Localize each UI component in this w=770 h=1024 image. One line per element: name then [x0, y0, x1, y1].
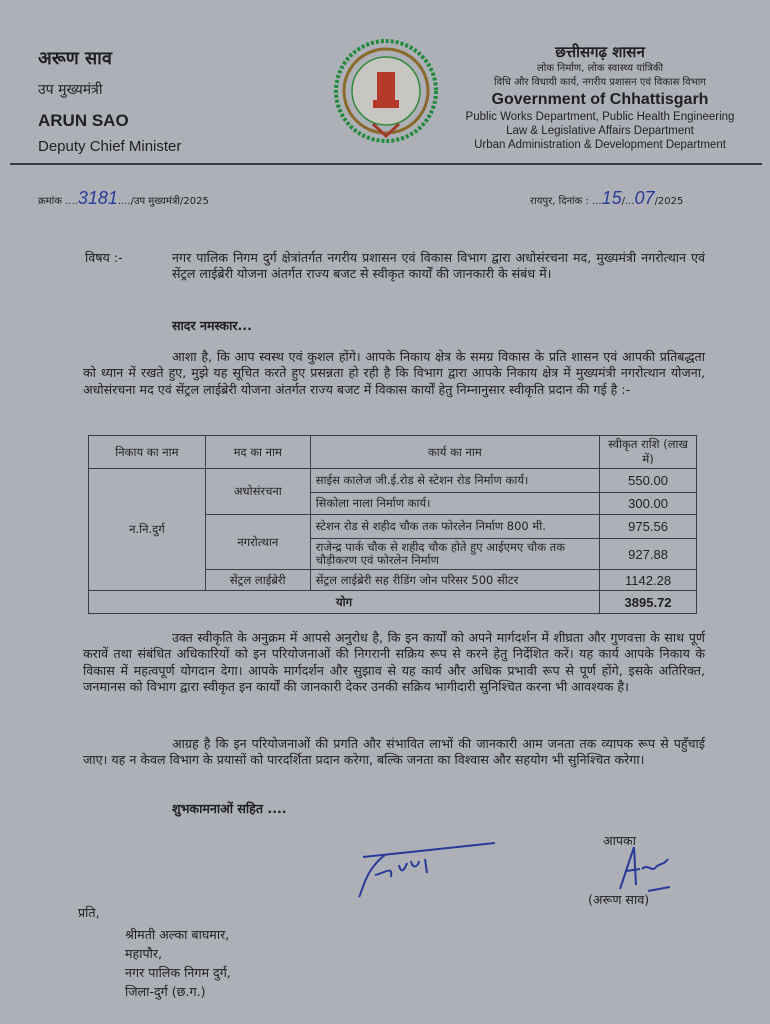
signature: [612, 845, 672, 895]
dept-hindi-1: लोक निर्माण, लोक स्वास्थ्य यांत्रिकी: [536, 63, 664, 74]
govt-name-english: Government of Chhattisgarh: [491, 91, 709, 108]
designation-hindi: उप मुख्यमंत्री: [38, 82, 103, 98]
work-cell: सिकोला नाला निर्माण कार्य।: [310, 493, 599, 515]
date-year: /2025: [654, 196, 684, 207]
dept-english-3: Urban Administration & Development Department: [474, 139, 726, 151]
total-amount: 3895.72: [600, 591, 697, 614]
recipient-address: [125, 925, 231, 1001]
ref-prefix: क्रमांक ....: [38, 196, 78, 207]
paragraph-3: आग्रह है कि इन परियोजनाओं की प्रगति और संभावित लाभों की जानकारी आम जनता तक व्यापक रूप से पहुँचाई जाए। यह न केवल विभाग के प्रयासों को पारदर्शिता प्रदान करेगा, बल्कि जनता का विश्वास और सहयोग भी सुनिश्चित करेगा।: [83, 736, 705, 768]
state-emblem-logo: [333, 38, 439, 144]
recipient-line: नगर पालिक निगम दुर्ग,: [125, 965, 231, 980]
closing: शुभकामनाओं सहित ....: [172, 801, 287, 816]
govt-name-hindi: छत्तीसगढ़ शासन: [555, 43, 645, 61]
head-cell: अधोसंरचना: [205, 469, 310, 515]
table-header-row: [89, 436, 697, 469]
table-total-row: [89, 591, 697, 614]
amount-cell: 300.00: [600, 493, 697, 515]
government-header: [440, 42, 760, 152]
designation-english: Deputy Chief Minister: [38, 138, 182, 155]
subject-label: विषय :-: [85, 250, 123, 265]
recipient-line: जिला-दुर्ग (छ.ग.): [125, 984, 206, 999]
date-sep: /...: [621, 196, 635, 207]
amount-cell: 975.56: [600, 515, 697, 539]
work-cell: साईस कालेज जी.ई.रोड से स्टेशन रोड निर्माण कार्य।: [310, 469, 599, 493]
table-row: [89, 469, 697, 493]
subject-text: नगर पालिक निगम दुर्ग क्षेत्रांतर्गत नगरीय प्रशासन एवं विकास विभाग द्वारा अधोसंरचना मद, मुख्यमंत्री नगरोत्थान एवं सेंट्रल लाईब्रेरी योजना अंतर्गत राज्य बजट से स्वीकृत कार्यों की जानकारी के संबंध में।: [172, 250, 705, 282]
place-date: [530, 188, 683, 209]
signatory-name: (अरूण साव): [588, 892, 650, 907]
handwritten-initials: [355, 835, 505, 905]
body-name-cell: न.नि.दुर्ग: [89, 469, 206, 591]
header-head: मद का नाम: [205, 436, 310, 469]
date-label: रायपुर, दिनांक : ...: [530, 196, 602, 207]
header-amount: स्वीकृत राशि (लाख में): [600, 436, 697, 469]
yours-label: आपका: [603, 833, 636, 848]
head-cell: सेंट्रल लाईब्रेरी: [205, 570, 310, 591]
paragraph-1: आशा है, कि आप स्वस्थ एवं कुशल होंगे। आपके निकाय क्षेत्र के समग्र विकास के प्रति शासन एवं आपकी प्रतिबद्धता को ध्यान में रखते हुए, मुझे यह सूचित करते हुए प्रसन्नता हो रही है कि विभाग द्वारा आपके निकाय क्षेत्र में मुख्यमंत्री नगरोत्थान योजना, अधोसंरचना मद एवं सेंट्रल लाईब्रेरी योजना अंतर्गत राज्य बजट में विकास कार्यों हेतु निम्नानुसार स्वीकृति प्रदान की गई है :-: [83, 349, 705, 397]
minister-name-hindi: अरूण साव: [38, 48, 112, 69]
ref-suffix: ..../उप मुख्यमंत्री/2025: [117, 196, 209, 207]
header-work: कार्य का नाम: [310, 436, 599, 469]
amount-cell: 550.00: [600, 469, 697, 493]
date-day: 15: [601, 188, 622, 208]
work-cell: सेंट्रल लाईब्रेरी सह रीडिंग जोन परिसर 500 सीटर: [310, 570, 599, 591]
work-cell: राजेन्द्र पार्क चौक से शहीद चौक होते हुए आईएमए चौक तक चौड़ीकरण एवं फोरलेन निर्माण: [310, 539, 599, 570]
amount-cell: 927.88: [600, 539, 697, 570]
recipient-label: प्रति,: [78, 905, 100, 920]
amount-cell: 1142.28: [600, 570, 697, 591]
total-label: योग: [89, 591, 600, 614]
header-body: निकाय का नाम: [89, 436, 206, 469]
date-month: 07: [634, 188, 655, 208]
dept-english-2: Law & Legislative Affairs Department: [506, 125, 694, 137]
minister-name-english: ARUN SAO: [38, 111, 129, 130]
recipient-line: महापौर,: [125, 946, 163, 961]
paragraph-2: उक्त स्वीकृति के अनुक्रम में आपसे अनुरोध है, कि इन कार्यों को अपने मार्गदर्शन में शीघ्रता और गुणवत्ता के साथ पूर्ण करावें तथा संबंधित अधिकारियों को इन परियोजनाओं की निगरानी सक्रिय रूप से करने हेतु निर्देशित करें। यह कार्य आपके निकाय के विकास में महत्वपूर्ण योगदान देगा। आपके मार्गदर्शन और सुझाव से यह कार्य और अधिक प्रभावी रूप से पूर्ण होंगे, इसके अतिरिक्त, जनमानस को विभाग द्वारा स्वीकृत इन कार्यों की जानकारी देकर उनकी सक्रिय भागीदारी सुनिश्चित करना भी आवश्यक है।: [83, 630, 705, 695]
work-cell: स्टेशन रोड से शहीद चौक तक फोरलेन निर्माण 800 मी.: [310, 515, 599, 539]
greeting: सादर नमस्कार...: [172, 318, 252, 333]
dept-english-1: Public Works Department, Public Health Engineering: [465, 111, 735, 123]
reference-number: [38, 188, 209, 209]
header-divider: [10, 163, 762, 165]
dept-hindi-2: विधि और विधायी कार्य, नगरीय प्रशासन एवं विकास विभाग: [494, 77, 706, 88]
recipient-line: श्रीमती अल्का बाघमार,: [125, 927, 230, 942]
sanctioned-works-table: [88, 435, 697, 614]
ref-number-handwritten: 3181: [77, 188, 118, 208]
head-cell: नगरोत्थान: [205, 515, 310, 570]
